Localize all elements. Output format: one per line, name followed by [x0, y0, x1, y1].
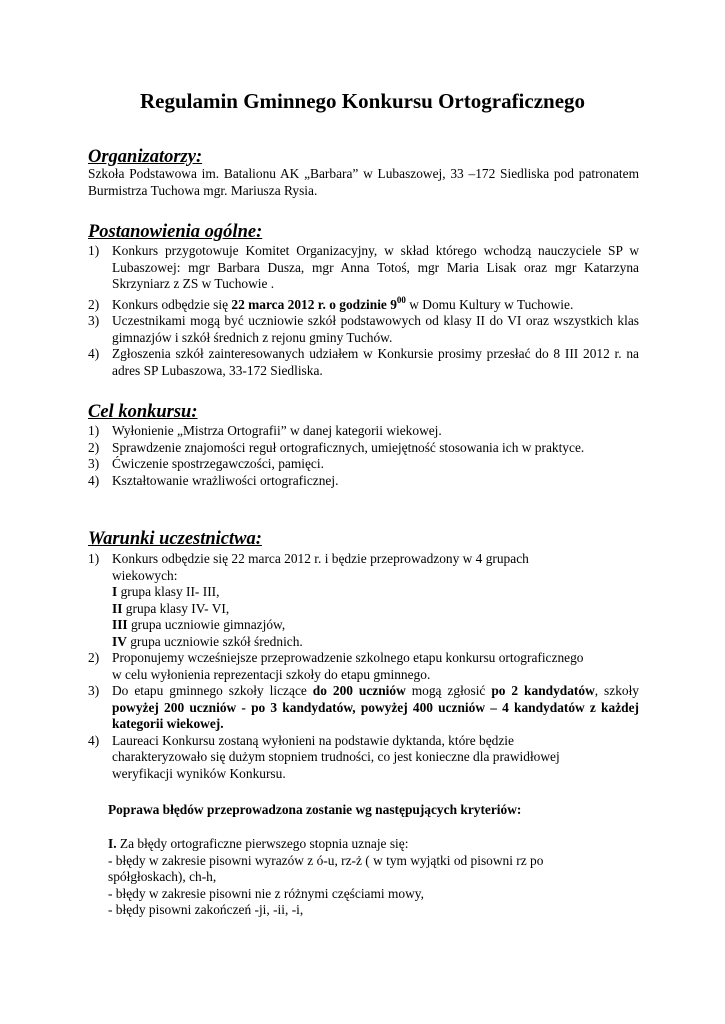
criteria-line: - błędy w zakresie pisowni wyrazów z ó-u, rz-ż ( w tym wyjątki od pisowni rz po: [108, 852, 544, 868]
general-list: [88, 243, 639, 379]
criteria-first-degree: [108, 836, 638, 919]
group-text: grupa uczniowie szkół średnich.: [126, 633, 303, 649]
list-number: 4): [88, 732, 100, 748]
conditions-item-3: [88, 683, 639, 733]
list-text: charakteryzowało się dużym stopniem trudności, co jest konieczne dla prawidłowej: [112, 749, 560, 764]
list-number: 1): [88, 551, 100, 566]
text-run: Konkurs odbędzie się: [112, 296, 232, 312]
group-text: grupa klasy II- III,: [117, 584, 220, 599]
group-line: [112, 617, 639, 634]
list-number: 1): [88, 423, 100, 438]
general-heading: Postanowienia ogólne:: [88, 222, 263, 242]
general-item-3: [88, 313, 639, 346]
criteria-line: spółgłoskach), ch-h,: [108, 869, 217, 884]
goal-item-1: [88, 423, 639, 440]
list-number: 2): [88, 650, 100, 665]
goal-list: [88, 423, 639, 489]
list-text: Proponujemy wcześniejsze przeprowadzenie szkolnego etapu konkursu ortograficznego: [112, 650, 584, 665]
text-run: Do etapu gminnego szkoły liczące: [112, 683, 313, 698]
group-line: [112, 601, 639, 618]
list-text: weryfikacji wyników Konkursu.: [112, 765, 286, 781]
text-run: w Domu Kultury w Tuchowie.: [405, 296, 574, 312]
organizers-heading: Organizatorzy:: [88, 147, 203, 167]
list-number: 3): [88, 683, 100, 698]
list-text: Konkurs odbędzie się 22 marca 2012 r. i będzie przeprowadzony w 4 grupach: [112, 551, 529, 566]
list-text: [112, 294, 639, 314]
list-text: Uczestnikami mogą być uczniowie szkół podstawowych od klasy II do VI oraz wszystkich klas gimnazjów i szkół średnich z rejonu gminy Tuchów.: [112, 313, 639, 345]
group-text: grupa klasy IV- VI,: [122, 600, 230, 616]
list-text: Laureaci Konkursu zostaną wyłonieni na podstawie dyktanda, które będzie: [112, 732, 514, 748]
goal-item-2: [88, 440, 639, 457]
group-line: [112, 634, 639, 651]
group-text: grupa uczniowie gimnazjów,: [127, 617, 286, 632]
list-text: Zgłoszenia szkół zainteresowanych udziałem w Konkursie prosimy przesłać do 8 III 2012 r. na adres SP Lubaszowa, 33-172 Siedliska.: [112, 346, 639, 378]
organizers-text: Szkoła Podstawowa im. Batalionu AK „Barbara” w Lubaszowej, 33 –172 Siedliska pod patronatem Burmistrza Tuchowa mgr. Mariusza Rysia.: [88, 166, 639, 198]
group-label: II: [112, 600, 123, 616]
list-text: Kształtowanie wrażliwości ortograficznej.: [112, 472, 339, 488]
group-label: III: [112, 617, 128, 632]
list-text: Wyłonienie „Mistrza Ortografii” w danej kategorii wiekowej.: [112, 423, 442, 438]
conditions-item-2: [88, 650, 639, 683]
list-text: w celu wyłonienia reprezentacji szkoły do etapu gminnego.: [112, 666, 431, 682]
criteria-line: - błędy pisowni zakończeń -ji, -ii, -i,: [108, 902, 304, 917]
time-superscript: 00: [396, 294, 406, 305]
criteria-label: I.: [108, 836, 117, 851]
group-line: [112, 584, 639, 601]
group-label: IV: [112, 633, 127, 649]
list-text: wiekowych:: [112, 567, 178, 583]
criteria-line: - błędy w zakresie pisowni nie z różnymi częściami mowy,: [108, 885, 424, 901]
list-number: 2): [88, 439, 100, 455]
list-text: Ćwiczenie spostrzegawczości, pamięci.: [112, 456, 324, 471]
conditions-list: [88, 551, 639, 782]
general-item-1: [88, 243, 639, 293]
text-run: Za błędy ortograficzne pierwszego stopnia uznaje się:: [116, 836, 409, 851]
document-title: Regulamin Gminnego Konkursu Ortograficznego: [139, 89, 586, 113]
list-text: Sprawdzenie znajomości reguł ortograficznych, umiejętność stosowania ich w praktyce.: [112, 439, 585, 455]
list-number: 3): [88, 313, 100, 328]
conditions-item-1: [88, 551, 639, 650]
goal-heading: Cel konkursu:: [88, 402, 198, 422]
general-item-4: [88, 346, 639, 379]
text-bold: powyżej 200 uczniów - po 3 kandydatów, powyżej 400 uczniów – 4 kandydatów z każdej kategorii wiekowej.: [112, 699, 639, 731]
list-number: 2): [88, 296, 100, 312]
goal-item-3: [88, 456, 639, 473]
list-text: Konkurs przygotowuje Komitet Organizacyjny, w skład którego wchodzą nauczyciele SP w Lubaszowej: mgr Barbara Dusza, mgr Anna Totoś, mgr Maria Lisak oraz mgr Katarzyna Skrzyniarz z ZS w Tuchowie .: [112, 243, 639, 291]
group-label: I: [112, 584, 118, 599]
list-number: 3): [88, 456, 100, 471]
goal-item-4: [88, 473, 639, 490]
text-bold: do 200 uczniów: [312, 683, 406, 698]
list-number: 4): [88, 472, 100, 488]
text-run: mogą zgłosić: [405, 683, 492, 698]
date-bold: 22 marca 2012: [231, 296, 315, 312]
list-text: [112, 683, 639, 733]
conditions-heading: Warunki uczestnictwa:: [88, 529, 262, 549]
time-bold: r. o godzinie 9: [317, 296, 397, 312]
general-item-2: [88, 294, 639, 314]
criteria-heading: Poprawa błędów przeprowadzona zostanie wg następujących kryteriów:: [108, 802, 522, 817]
list-number: 1): [88, 243, 100, 258]
criteria-intro: [108, 836, 638, 853]
list-number: 4): [88, 346, 100, 361]
text-run: , szkoły: [594, 683, 640, 698]
conditions-item-4: [88, 733, 639, 783]
text-bold: po 2 kandydatów: [491, 683, 595, 698]
